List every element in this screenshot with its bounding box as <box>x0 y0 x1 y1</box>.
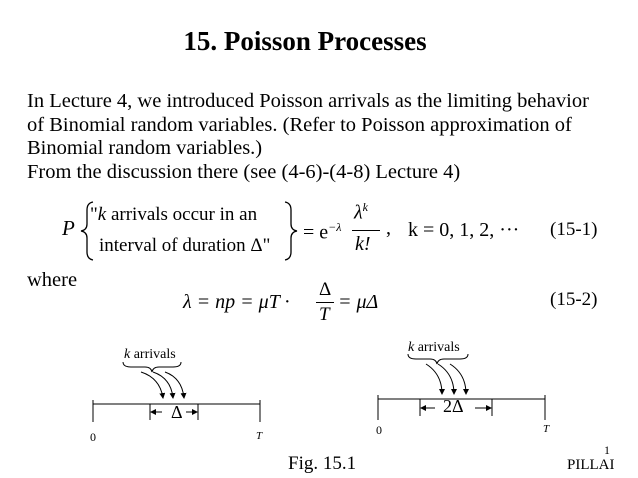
eq2-label: (15-2) <box>550 289 598 310</box>
paragraph-line-2: of Binomial random variables. (Refer to Poisson approximation of <box>27 113 572 136</box>
eq1-open-quote: " <box>90 204 98 225</box>
left-k: k <box>124 347 131 362</box>
right-brace-icon <box>282 200 300 262</box>
figure-caption: Fig. 15.1 <box>288 453 357 474</box>
paragraph-line-1: In Lecture 4, we introduced Poisson arrivals as the limiting behavior <box>27 90 589 112</box>
eq1-frac-bar <box>352 230 380 231</box>
eq2-lhs: λ = np = μT · <box>183 291 290 313</box>
intro-paragraph <box>27 90 627 184</box>
eq1-comma: , <box>386 217 391 239</box>
eq1-rhs-eq: = e <box>303 221 329 244</box>
left-end-tick: T <box>256 430 263 442</box>
eq2-frac-bar <box>316 302 334 303</box>
eq1-label: (15-1) <box>550 219 598 240</box>
eq1-frac-num <box>354 200 368 225</box>
right-2delta-label: 2Δ <box>443 396 464 416</box>
paragraph-line-3: Binomial random variables.) <box>27 137 263 160</box>
paragraph-line-4: From the discussion there (see (4-6)-(4-8) Lecture 4) <box>27 160 461 183</box>
eq1-line1-text: arrivals occur in an <box>106 204 258 225</box>
left-arrivals-text: arrivals <box>130 347 176 362</box>
eq1-k: k <box>97 204 107 225</box>
page-title: 15. Poisson Processes <box>183 26 427 56</box>
eq1-frac-den: k! <box>355 233 371 255</box>
eq2-rhs: = μΔ <box>338 291 379 313</box>
eq1-k-range: k = 0, 1, 2, ··· <box>408 219 520 241</box>
eq1-line1 <box>90 204 257 226</box>
where-label: where <box>27 269 78 291</box>
page-number: 1 <box>604 443 610 457</box>
eq1-rhs-exp: −λ <box>328 220 342 234</box>
eq1-rhs <box>303 220 341 245</box>
eq1-line2: interval of duration Δ" <box>99 235 271 256</box>
eq1-lambda: λ <box>354 201 363 224</box>
right-start-tick: 0 <box>376 423 382 437</box>
left-delta-label: Δ <box>171 402 183 422</box>
right-end-tick: T <box>543 423 550 435</box>
right-arrivals-text: arrivals <box>414 340 460 355</box>
eq2-frac-den: T <box>319 304 330 325</box>
left-start-tick: 0 <box>90 430 96 444</box>
author-footer: PILLAI <box>567 457 615 473</box>
eq1-lambda-exp: k <box>362 200 368 214</box>
eq2-frac-num: Δ <box>319 279 332 300</box>
right-k: k <box>408 340 415 355</box>
eq1-P: P <box>62 216 75 240</box>
